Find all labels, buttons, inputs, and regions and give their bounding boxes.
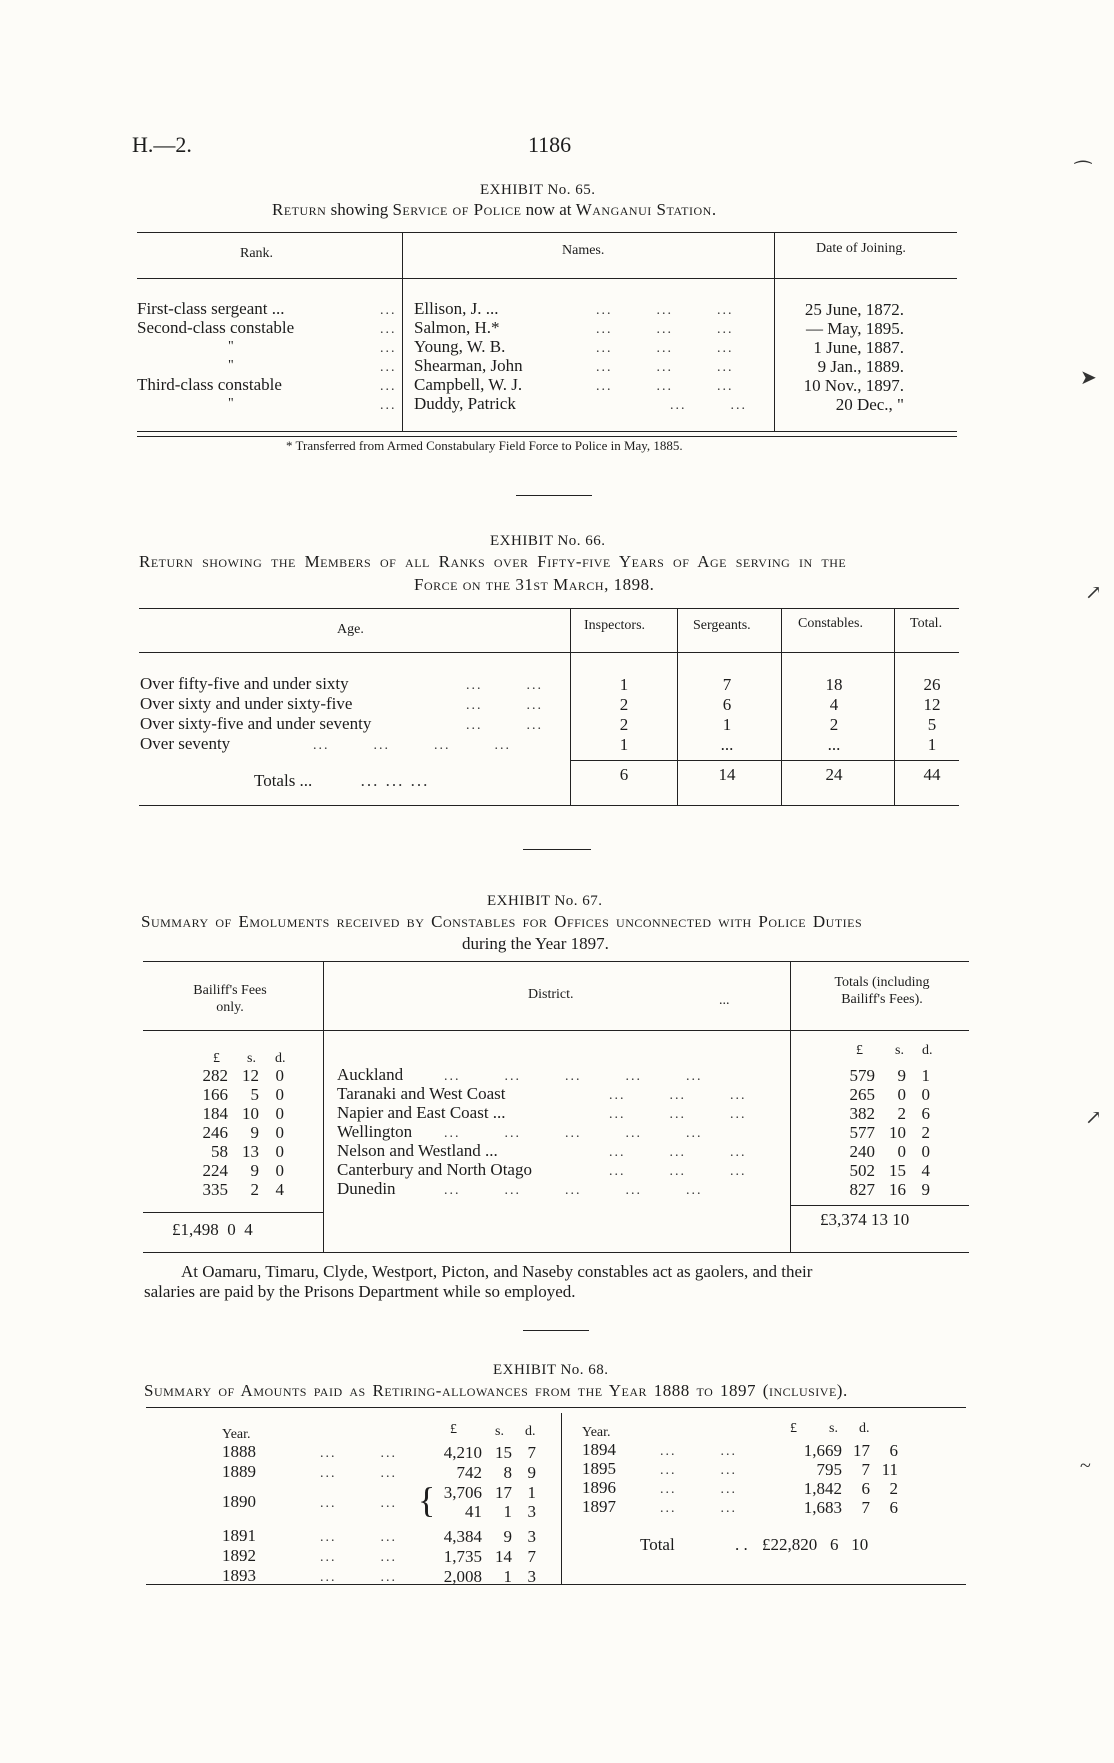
leader-dots: ... ... (660, 1444, 737, 1459)
currency-pound: £ (450, 1422, 457, 1437)
totals-inspectors: 6 (619, 765, 629, 784)
inspectors-cell: 1 (619, 675, 629, 694)
amount-pence: 2 (889, 1479, 898, 1498)
age-label: Over sixty and under sixty-five (140, 694, 353, 713)
year-cell: 1892 (222, 1546, 256, 1565)
amount-pounds: 2,008 (443, 1567, 482, 1586)
leader-dots: ... ... ... ... ... (444, 1183, 703, 1198)
constables-cell: 2 (829, 715, 839, 734)
currency-shilling: s. (247, 1051, 256, 1066)
bailiff-shillings: 10 (242, 1104, 259, 1123)
bailiff-pence: 0 (275, 1085, 284, 1104)
bailiff-shillings: 9 (250, 1123, 259, 1142)
leader-dots: ... ... ... ... (313, 738, 511, 753)
date-cell: — May, 1895. (805, 319, 904, 338)
totals-pence: 0 (921, 1142, 930, 1161)
bailiff-total: £1,498 0 4 (172, 1220, 253, 1239)
amount-pence: 6 (889, 1498, 898, 1517)
year-cell: 1894 (582, 1440, 616, 1459)
year-cell: 1895 (582, 1459, 616, 1478)
currency-pound: £ (790, 1421, 797, 1436)
amount-pounds: 4,210 (443, 1443, 482, 1462)
amount-pounds: 1,683 (803, 1498, 842, 1517)
exhibit-67-title-line1: Summary of Emoluments received by Constables for Offices unconnected with Police Duties (141, 912, 863, 931)
bailiff-pence: 0 (275, 1104, 284, 1123)
date-cell: 10 Nov., 1897. (803, 376, 904, 395)
total-cell: 26 (923, 675, 941, 694)
year-cell: 1888 (222, 1442, 256, 1461)
rank-cell: " (228, 358, 234, 373)
amount-pounds: 1,842 (803, 1479, 842, 1498)
leader-dots: ... ... (660, 1501, 737, 1516)
divider (516, 495, 592, 496)
totals-shillings: 16 (889, 1180, 906, 1199)
totals-pounds: 577 (849, 1123, 875, 1142)
exhibit-66-heading: EXHIBIT No. 66. (490, 533, 606, 549)
district-cell: Wellington (337, 1122, 413, 1141)
col-header-inspectors: Inspectors. (584, 618, 646, 633)
name-cell: Duddy, Patrick (414, 394, 516, 413)
currency-pound: £ (856, 1043, 863, 1058)
inspectors-cell: 2 (619, 715, 629, 734)
district-cell: Auckland (337, 1065, 404, 1084)
leader-dots: ... ... ... (609, 1164, 747, 1179)
col-header-sergeants: Sergeants. (693, 618, 751, 633)
exhibit-67-note-line1: At Oamaru, Timaru, Clyde, Westport, Picton, and Naseby constables act as gaolers, and their (181, 1262, 813, 1281)
bailiff-shillings: 12 (242, 1066, 259, 1085)
amount-shillings: 17 (853, 1441, 870, 1460)
inspectors-cell: 1 (619, 735, 629, 754)
exhibit-65-footnote: * Transferred from Armed Constabulary Field Force to Police in May, 1885. (286, 438, 683, 453)
leader-dots: ... ... ... ... ... (444, 1126, 703, 1141)
leader-dots: ... (380, 379, 397, 394)
scan-mark: ↗ (1085, 1107, 1102, 1129)
leader-dots: ... (380, 398, 397, 413)
amount-pounds: 742 (456, 1463, 482, 1482)
year-label: Year. (582, 1425, 611, 1440)
leader-dots: ... ... ... (596, 303, 734, 318)
year-cell: 1889 (222, 1462, 256, 1481)
name-cell: Salmon, H.* (414, 318, 500, 337)
bailiff-pence: 0 (275, 1161, 284, 1180)
currency-pound: £ (213, 1051, 220, 1066)
leader-dots: ... (380, 360, 397, 375)
sergeants-cell: ... (720, 735, 734, 754)
leader-dots: ... ... (466, 678, 543, 693)
totals-pounds: 502 (849, 1161, 875, 1180)
amount-pounds: 1,735 (443, 1547, 482, 1566)
bailiff-pounds: 246 (202, 1123, 228, 1142)
constables-cell: 4 (829, 695, 839, 714)
exhibit-67-heading: EXHIBIT No. 67. (487, 893, 603, 909)
amount-shillings: 14 (495, 1547, 512, 1566)
totals-shillings: 2 (897, 1104, 906, 1123)
divider (523, 1330, 589, 1331)
leader-dots: ... ... ... (596, 341, 734, 356)
totals-shillings: 9 (897, 1066, 906, 1085)
col-header-total: Total. (910, 616, 943, 631)
scan-mark: ➤ (1080, 367, 1097, 389)
exhibit-66-title-line2: Force on the 31st March, 1898. (414, 575, 655, 594)
currency-shilling: s. (495, 1424, 504, 1439)
currency-shilling: s. (829, 1421, 838, 1436)
leader-dots: ... (380, 303, 397, 318)
age-row (140, 735, 230, 753)
amount-shillings: 1 (503, 1567, 512, 1586)
currency-pence: d. (275, 1051, 286, 1066)
grand-total: £3,374 13 10 (820, 1210, 910, 1229)
bailiff-pounds: 58 (211, 1142, 228, 1161)
page-number: 1186 (528, 132, 572, 157)
bailiff-pence: 4 (275, 1180, 284, 1199)
sergeants-cell: 1 (722, 715, 732, 734)
leader-dots: ... ... (660, 1482, 737, 1497)
amount-shillings: 7 (861, 1460, 870, 1479)
leader-dots: ... (380, 341, 397, 356)
district-cell: Dunedin (337, 1179, 396, 1198)
amount-pounds: 1,669 (803, 1441, 842, 1460)
leader-dots: ... ... ... (609, 1145, 747, 1160)
rank-cell: " (228, 396, 234, 411)
totals-label: Totals ... (254, 771, 313, 790)
exhibit-67-title-line2: during the Year 1897. (462, 934, 609, 953)
currency-pence: d. (525, 1424, 536, 1439)
totals-pence: 4 (921, 1161, 930, 1180)
title-word: showing (330, 200, 389, 219)
district-cell: Nelson and Westland ... (337, 1141, 498, 1160)
totals-pence: 6 (921, 1104, 930, 1123)
currency-pence: d. (922, 1043, 933, 1058)
amount-shillings: 1 (503, 1502, 512, 1521)
leader-dots: ... (380, 322, 397, 337)
age-row (140, 675, 349, 693)
retiring-total-label: Total (640, 1535, 675, 1554)
leader-dots: ... ... (320, 1550, 397, 1565)
currency-shilling: s. (895, 1043, 904, 1058)
totals-shillings: 0 (897, 1085, 906, 1104)
leader-dots: ... ... ... (360, 771, 430, 790)
leader-dots: ... ... (320, 1446, 397, 1461)
age-label: Over sixty-five and under seventy (140, 714, 372, 733)
leader-dots: ... ... (320, 1466, 397, 1481)
bailiff-pence: 0 (275, 1123, 284, 1142)
totals-sergeants: 14 (718, 765, 736, 784)
col-header-district: District. (528, 987, 574, 1002)
name-cell: Young, W. B. (414, 337, 506, 356)
exhibit-68-heading: EXHIBIT No. 68. (493, 1362, 609, 1378)
totals-pounds: 382 (849, 1104, 875, 1123)
rank-cell: " (228, 339, 234, 354)
currency-pence: d. (859, 1421, 870, 1436)
brace: { (418, 1480, 436, 1520)
leader-dots: ... ... ... (609, 1088, 747, 1103)
bailiff-shillings: 9 (250, 1161, 259, 1180)
amount-shillings: 7 (861, 1498, 870, 1517)
year-cell: 1891 (222, 1526, 256, 1545)
exhibit-65-title (272, 200, 717, 220)
bailiff-pounds: 224 (202, 1161, 228, 1180)
amount-shillings: 9 (503, 1527, 512, 1546)
col-header-district-dots: ... (719, 993, 730, 1008)
totals-pounds: 579 (849, 1066, 875, 1085)
amount-pence: 7 (527, 1547, 536, 1566)
totals-pounds: 827 (849, 1180, 875, 1199)
amount-shillings: 15 (495, 1443, 512, 1462)
leader-dots: ... ... ... (596, 379, 734, 394)
totals-shillings: 15 (889, 1161, 906, 1180)
amount-pounds: 41 (465, 1502, 482, 1521)
col-header-names: Names. (562, 243, 605, 258)
totals-shillings: 0 (897, 1142, 906, 1161)
leader-dots: ... ... ... (596, 322, 734, 337)
total-cell: 12 (923, 695, 941, 714)
rank-cell: Third-class constable (137, 375, 282, 394)
district-cell: Canterbury and North Otago (337, 1160, 532, 1179)
retiring-total-amount: £22,820 6 10 (762, 1535, 869, 1554)
amount-pence: 7 (527, 1443, 536, 1462)
leader-dots: ... ... ... (609, 1107, 747, 1122)
constables-cell: ... (827, 735, 841, 754)
age-row (140, 715, 371, 733)
date-cell: 25 June, 1872. (804, 300, 904, 319)
col-header-totals: Totals (including Bailiff's Fees). (834, 975, 930, 1007)
scan-mark: ↗ (1085, 582, 1102, 604)
amount-shillings: 8 (503, 1463, 512, 1482)
year-label: Year. (222, 1427, 251, 1442)
leader-dots: ... ... ... ... ... (444, 1069, 703, 1084)
district-cell: Napier and East Coast ... (337, 1103, 506, 1122)
leader-dots: ... ... (466, 718, 543, 733)
totals-pence: 2 (921, 1123, 930, 1142)
scan-mark: ⁀ (1075, 162, 1092, 184)
amount-pence: 6 (889, 1441, 898, 1460)
inspectors-cell: 2 (619, 695, 629, 714)
bailiff-pounds: 335 (202, 1180, 228, 1199)
page-ref: H.—2. (132, 132, 192, 157)
bailiff-pounds: 184 (202, 1104, 228, 1123)
leader-dots: ... ... (320, 1496, 397, 1511)
title-word: now at (525, 200, 572, 219)
totals-pence: 1 (921, 1066, 930, 1085)
scan-mark: ~ (1080, 1455, 1091, 1477)
year-cell: 1890 (222, 1492, 256, 1511)
col-header-bailiff: Bailiff's Fees only. (193, 983, 267, 1015)
year-cell: 1896 (582, 1478, 616, 1497)
bailiff-shillings: 13 (242, 1142, 259, 1161)
amount-shillings: 17 (495, 1483, 512, 1502)
amount-pence: 9 (527, 1463, 536, 1482)
col-header-age: Age. (337, 622, 364, 637)
totals-pounds: 240 (849, 1142, 875, 1161)
name-cell: Ellison, J. ... (414, 299, 499, 318)
exhibit-67-note-line2: salaries are paid by the Prisons Department while so employed. (144, 1282, 576, 1301)
title-word: Wanganui Station. (575, 200, 717, 219)
name-cell: Shearman, John (414, 356, 523, 375)
totals-total: 44 (923, 765, 941, 784)
leader-dots: ... ... ... (596, 360, 734, 375)
age-row (140, 695, 352, 713)
total-cell: 5 (927, 715, 937, 734)
date-cell: 1 June, 1887. (813, 338, 904, 357)
date-cell: 20 Dec., " (835, 395, 904, 414)
rank-cell: Second-class constable (137, 318, 295, 337)
bailiff-pence: 0 (275, 1066, 284, 1085)
sergeants-cell: 7 (722, 675, 732, 694)
amount-pounds: 4,384 (443, 1527, 482, 1546)
amount-pence: 3 (527, 1527, 536, 1546)
exhibit-65-heading: EXHIBIT No. 65. (480, 182, 596, 198)
sergeants-cell: 6 (722, 695, 732, 714)
leader-dots: ... ... (320, 1570, 397, 1585)
col-header-date: Date of Joining. (816, 241, 906, 256)
exhibit-68-title: Summary of Amounts paid as Retiring-allowances from the Year 1888 to 1897 (inclusive). (144, 1381, 848, 1400)
totals-pence: 0 (921, 1085, 930, 1104)
leader-dots: ... ... (320, 1530, 397, 1545)
amount-pence: 3 (527, 1502, 536, 1521)
divider (523, 849, 591, 850)
name-cell: Campbell, W. J. (414, 375, 523, 394)
bailiff-pounds: 282 (202, 1066, 228, 1085)
totals-shillings: 10 (889, 1123, 906, 1142)
bailiff-pence: 0 (275, 1142, 284, 1161)
totals-constables: 24 (825, 765, 843, 784)
year-cell: 1893 (222, 1566, 256, 1585)
amount-pounds: 795 (816, 1460, 842, 1479)
rank-cell: First-class sergeant ... (137, 299, 285, 318)
amount-pounds: 3,706 (443, 1483, 482, 1502)
district-cell: Taranaki and West Coast (337, 1084, 506, 1103)
amount-pence: 11 (881, 1460, 898, 1479)
leader-dots: ... ... (670, 398, 747, 413)
age-label: Over fifty-five and under sixty (140, 674, 349, 693)
col-header-rank: Rank. (240, 246, 274, 261)
total-cell: 1 (927, 735, 937, 754)
retiring-total-dots: . . (735, 1535, 748, 1554)
constables-cell: 18 (825, 675, 843, 694)
col-header-constables: Constables. (798, 616, 863, 631)
totals-row (254, 772, 429, 790)
totals-pounds: 265 (849, 1085, 875, 1104)
bailiff-shillings: 2 (250, 1180, 259, 1199)
title-word: Service of Police (392, 200, 522, 219)
age-label: Over seventy (140, 734, 231, 753)
amount-pence: 3 (527, 1567, 536, 1586)
year-cell: 1897 (582, 1497, 616, 1516)
amount-pence: 1 (527, 1483, 536, 1502)
exhibit-66-title-line1: Return showing the Members of all Ranks over Fifty-five Years of Age serving in the (139, 552, 847, 571)
title-word: Return (272, 200, 327, 219)
amount-shillings: 6 (861, 1479, 870, 1498)
date-cell: 9 Jan., 1889. (817, 357, 904, 376)
leader-dots: ... ... (466, 698, 543, 713)
leader-dots: ... ... (660, 1463, 737, 1478)
bailiff-shillings: 5 (250, 1085, 259, 1104)
totals-pence: 9 (921, 1180, 930, 1199)
bailiff-pounds: 166 (202, 1085, 228, 1104)
